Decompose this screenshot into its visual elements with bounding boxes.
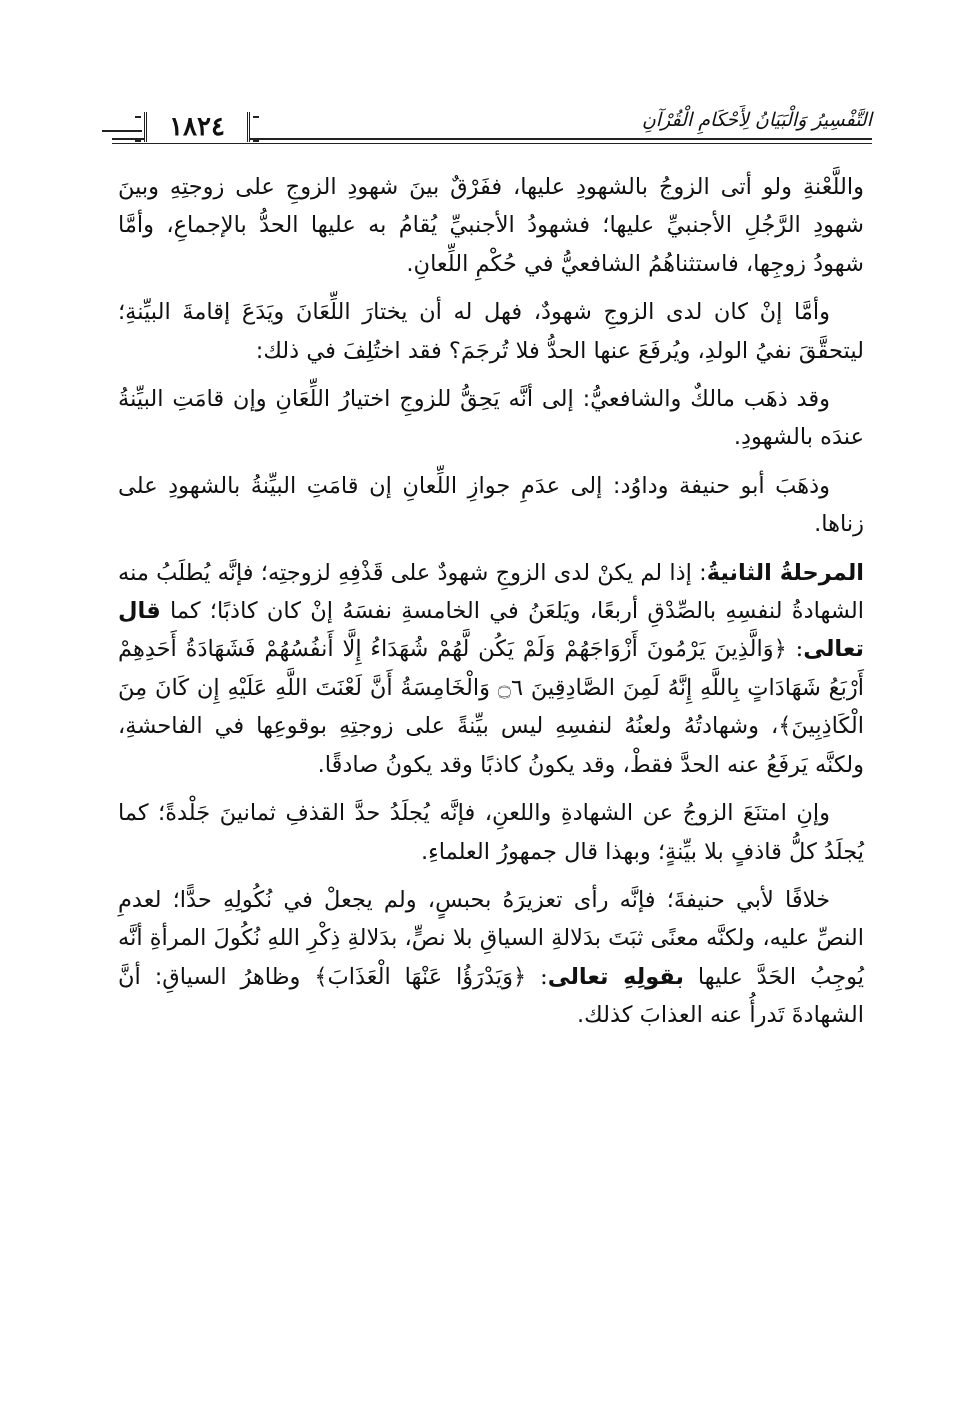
text-run: ، وشهادتُهُ ولعنُهُ لنفسِهِ ليس بيِّنةً على زوجتِهِ بوقوعِها في الفاحشةِ، ولكنَّه يَرفَعُ عنه الحدَّ فقطْ، وقد يكونُ كاذبًا وقد يكونُ صادقًا. [118,713,864,778]
bold-phrase: المرحلةُ الثانيةُ [706,559,864,586]
paragraph-p1 [118,168,864,283]
text-run: وأمَّا إنْ كان لدى الزوجِ شهودٌ، فهل له أن يختارَ اللِّعَانَ ويَدَعَ إقامةَ البيِّنةِ؛ ليتحقَّقَ نفيُ الولدِ، ويُرفَعَ عنها الحدُّ فلا تُرجَمَ؟ فقد اختُلِفَ في ذلك: [118,299,864,364]
paragraph-p6 [118,794,864,871]
page-header [112,104,872,150]
paragraph-p2 [118,293,864,370]
paragraph-p5 [118,554,864,784]
text-run: خلافًا لأبي حنيفةَ؛ فإنَّه رأى تعزيرَهُ بحبسٍ، ولم يجعلْ في نُكُولِهِ حدًّا؛ لعدمِ النصِّ عليه، ولكنَّه معنًى ثبَتَ بدَلالةِ السياقِ بلا نصٍّ، بدَلالةِ ذِكْرِ اللهِ نُكُولَ المرأةِ أنَّه يُوجِبُ الحَدَّ عليها [118,886,864,990]
text-run: وذهَبَ أبو حنيفة وداوُد: إلى عدَمِ جوازِ اللِّعانِ إن قامَتِ البيِّنةُ بالشهودِ على زناها. [118,472,864,538]
header-rule-thin [112,143,872,144]
paragraph-p7 [118,881,864,1035]
paragraph-p4 [118,467,864,544]
text-run: : إذا لم يكنْ لدى الزوجِ شهودٌ على قَذْفِهِ لزوجتِه؛ فإنَّه يُطلَبُ منه الشهادةُ لنفسِهِ بالصِّدْقِ أربعًا، ويَلعَنُ في الخامسةِ نفسَهُ إنْ كان كاذبًا؛ كما [118,559,864,625]
book-title: التَّفْسِيرُ وَالْبَيَانُ لِأَحْكَامِ الْقُرْآنِ [444,104,872,136]
page-number: ١٨٢٤ [144,112,250,142]
text-run: وقد ذهَب مالكٌ والشافعيُّ: إلى أنَّه يَحِقُّ للزوجِ اختيارُ اللِّعَانِ وإن قامَتِ البيِّنةُ عندَه بالشهودِ. [118,386,864,451]
text-run: واللَّعْنةِ ولو أتى الزوجُ بالشهودِ عليها، ففَرْقٌ بينَ شهودِ الزوجِ على زوجتِهِ وبينَ شهودِ الرَّجُلِ الأجنبيِّ عليها؛ فشهودُ الأجنبيِّ يُقامُ به عليها الحدُّ بالإجماعِ، وأمَّا شهودُ زوجِها، فاستثناهُمُ الشافعيُّ في حُكْمِ اللِّعانِ. [118,174,864,277]
page-body [118,168,864,1045]
text-run: وظاهرُ السياقِ: أنَّ الشهادةَ تَدرأُ عنه العذابَ كذلك. [118,963,864,1029]
quran-verse: : ﴿وَالَّذِينَ يَرْمُونَ أَزْوَاجَهُمْ وَلَمْ يَكُن لَّهُمْ شُهَدَاءُ إِلَّا أَنفُسُهُمْ فَشَهَادَةُ أَحَدِهِمْ أَرْبَعُ شَهَادَاتٍ بِاللَّهِ إِنَّهُ لَمِنَ الصَّادِقِينَ ۝٦ وَالْخَامِسَةُ أَنَّ لَعْنَتَ اللَّهِ عَلَيْهِ إِن كَانَ مِنَ الْكَاذِبِينَ﴾ [118,636,864,740]
bold-phrase: قال تعالى [118,598,864,663]
text-run: وإنِ امتنَعَ الزوجُ عن الشهادةِ واللعنِ، فإنَّه يُجلَدُ حدَّ القذفِ ثمانينَ جَلْدةً؛ كما يُجلَدُ كلُّ قاذفٍ بلا بيِّنةٍ؛ وبهذا قال جمهورُ العلماءِ. [118,800,864,865]
paragraph-p3 [118,380,864,457]
quran-verse: : ﴿وَيَدْرَؤُا عَنْهَا الْعَذَابَ﴾ [314,963,548,990]
bold-phrase: بقولِهِ تعالى [547,963,684,990]
